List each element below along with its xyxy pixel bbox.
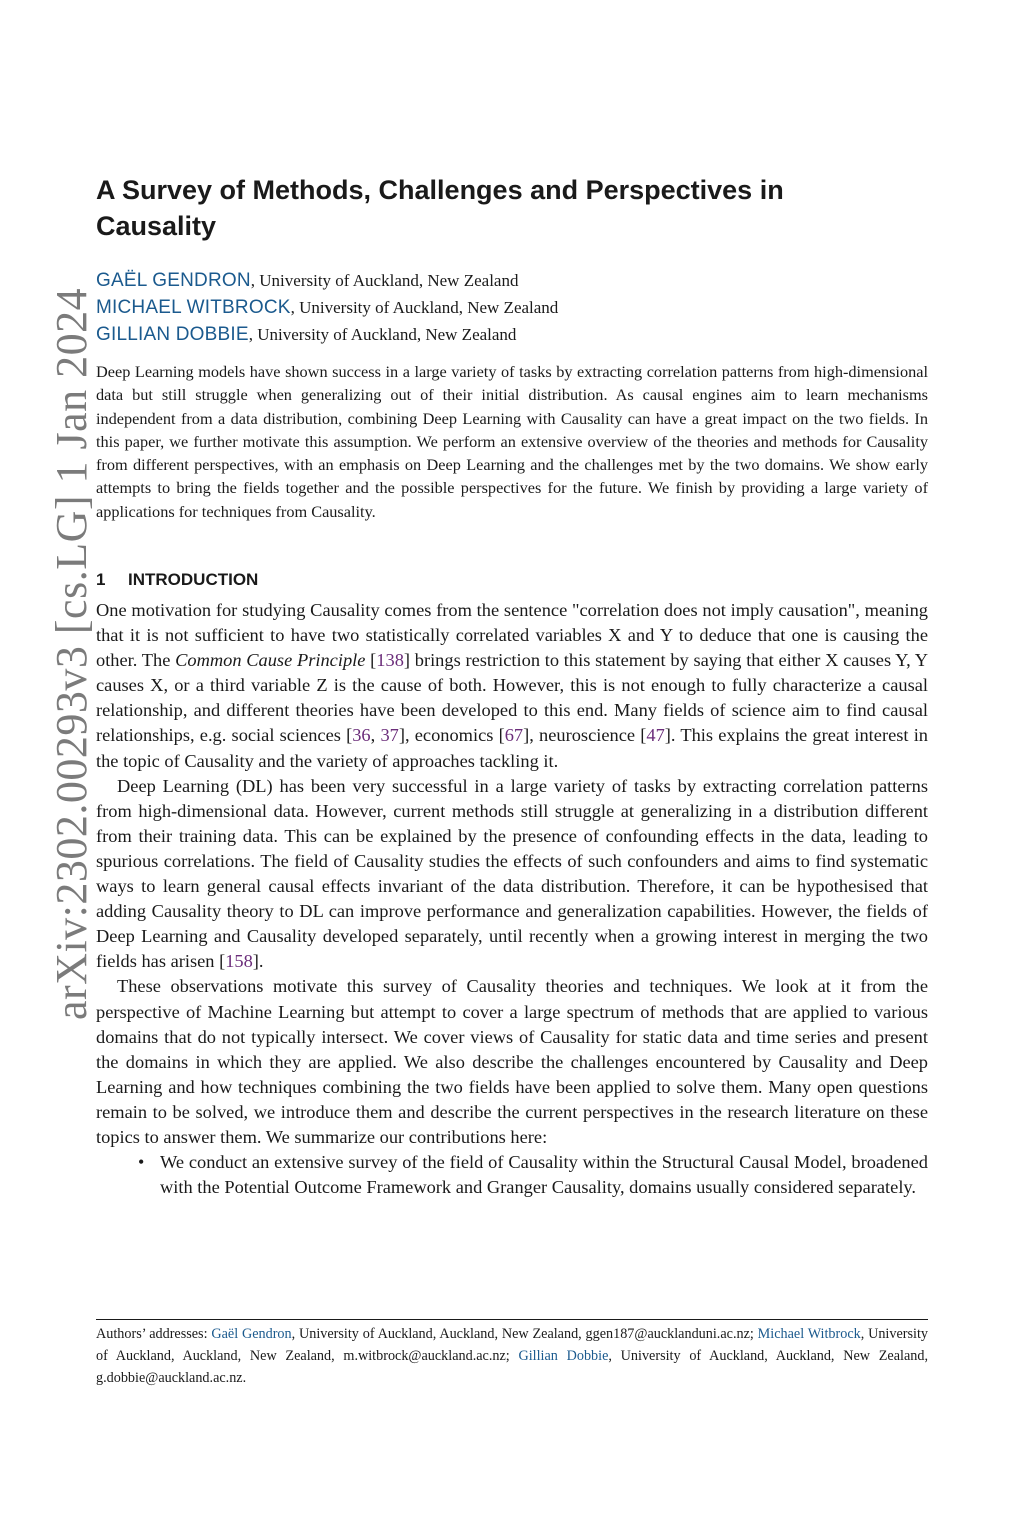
list-item: • We conduct an extensive survey of the field of Causality within the Structural Causal Model, broadened with the Potential Outcome Framework and Granger Causality, domains usually considered separately. bbox=[96, 1150, 928, 1200]
footnote-divider bbox=[96, 1319, 928, 1320]
citation-link[interactable]: 67 bbox=[504, 725, 524, 746]
author-link[interactable]: Gaël Gendron bbox=[211, 1326, 292, 1342]
citation-link[interactable]: 36 bbox=[352, 725, 371, 746]
paragraph bbox=[96, 598, 928, 774]
text-run: ]. This explains the great interest in the topic of Causality and the variety of approaches tackling it. bbox=[96, 725, 929, 771]
abstract: Deep Learning models have shown success in a large variety of tasks by extracting correlation patterns from high-dimensional data but still struggle when generalizing out of their initial distribution. As causal engines aim to learn mechanisms independent from a data distribution, combining Deep Learning with Causality can have a great impact on the two fields. In this paper, we further motivate this assumption. We perform an extensive overview of the theories and methods for Causality from different perspectives, with an emphasis on Deep Learning and the challenges met by the two domains. We show early attempts to bring the fields together and the possible perspectives for the future. We finish by providing a large variety of applications for techniques from Causality. bbox=[96, 362, 928, 521]
emphasis-text: Common Cause Principle bbox=[175, 650, 366, 671]
text-run: One motivation for studying Causality comes from the sentence "correlation does not imply causation", meaning that it is not sufficient to have two statistically correlated variables X and Y to deduce that one is causing the other. The bbox=[96, 600, 928, 671]
author-name-link[interactable]: MICHAEL WITBROCK bbox=[96, 297, 291, 318]
citation-link[interactable]: 37 bbox=[380, 725, 399, 746]
text-run: Deep Learning (DL) has been very successful in a large variety of tasks by extracting correlation patterns from high-dimensional data. However, current methods still struggle at generalizing in a distribution different from their training data. This can be explained by the presence of confounding effects in the data, leading to spurious correlations. The field of Causality studies the effects of such confounders and aims to find systematic ways to learn general causal effects invariant of the data distribution. Therefore, it can be hypothesised that adding Causality theory to DL can improve performance and generalization capabilities. However, the fields of Deep Learning and Causality developed separately, until recently when a growing interest in merging the two fields has arisen [ bbox=[96, 775, 928, 972]
citation-link[interactable]: 158 bbox=[225, 951, 253, 972]
author-entry bbox=[96, 267, 558, 294]
author-link[interactable]: Gillian Dobbie bbox=[518, 1348, 609, 1364]
author-list bbox=[96, 267, 558, 348]
author-name-link[interactable]: GAËL GENDRON bbox=[96, 270, 251, 291]
text-run: , University of Auckland, Auckland, New Zealand, ggen187@aucklanduni.ac.nz; bbox=[291, 1326, 758, 1342]
author-link[interactable]: Michael Witbrock bbox=[757, 1326, 861, 1342]
text-run: ]. bbox=[252, 951, 264, 972]
text-run: Authors’ addresses: bbox=[96, 1326, 212, 1342]
section-title: INTRODUCTION bbox=[128, 570, 259, 589]
text-run: ], economics [ bbox=[398, 725, 505, 746]
author-name-link[interactable]: GILLIAN DOBBIE bbox=[96, 324, 249, 345]
contributions-list bbox=[96, 1150, 928, 1200]
paper-title: A Survey of Methods, Challenges and Perspectives in Causality bbox=[96, 175, 784, 241]
author-affiliation: , University of Auckland, New Zealand bbox=[248, 325, 517, 344]
arxiv-sidebar-stamp: arXiv:2302.00293v3 [cs.LG] 1 Jan 2024 bbox=[47, 287, 96, 1020]
paragraph: These observations motivate this survey of Causality theories and techniques. We look at it from the perspective of Machine Learning but attempt to cover a large spectrum of methods that are applied to various domains that do not typically intersect. We cover views of Causality for static data and time series and present the domains in which they are applied. We also describe the challenges encountered by Causality and Deep Learning and how techniques combining the two fields have been applied to solve them. Many open questions remain to be solved, we introduce them and describe the current perspectives in the research literature on these topics to answer them. We summarize our contributions here: bbox=[96, 976, 928, 1147]
citation-link[interactable]: 138 bbox=[376, 650, 404, 671]
section-heading bbox=[96, 568, 258, 592]
text-run: , University of Auckland, Auckland, New Zealand, g.dobbie@auckland.ac.nz. bbox=[96, 1348, 928, 1386]
citation-link[interactable]: 47 bbox=[646, 725, 665, 746]
text-run: ], neuroscience [ bbox=[523, 725, 647, 746]
text-run: , University of Auckland, Auckland, New Zealand, m.witbrock@auckland.ac.nz; bbox=[96, 1326, 928, 1364]
author-entry bbox=[96, 294, 558, 321]
author-affiliation: , University of Auckland, New Zealand bbox=[290, 298, 559, 317]
text-run: , bbox=[370, 725, 381, 746]
author-affiliation: , University of Auckland, New Zealand bbox=[250, 271, 519, 290]
text-run: ] brings restriction to this statement by saying that either X causes Y, Y causes X, or a third variable Z is the cause of both. However, this is not enough to fully characterize a causal relationship, and different theories have been developed to this end. Many fields of science aim to find causal relationships, e.g. social sciences [ bbox=[96, 650, 929, 746]
text-run: [ bbox=[365, 650, 377, 671]
author-addresses-footnote bbox=[96, 1323, 928, 1389]
paragraph bbox=[96, 774, 928, 975]
introduction-body bbox=[96, 598, 928, 1200]
author-entry bbox=[96, 321, 558, 348]
section-number: 1 bbox=[96, 570, 106, 589]
